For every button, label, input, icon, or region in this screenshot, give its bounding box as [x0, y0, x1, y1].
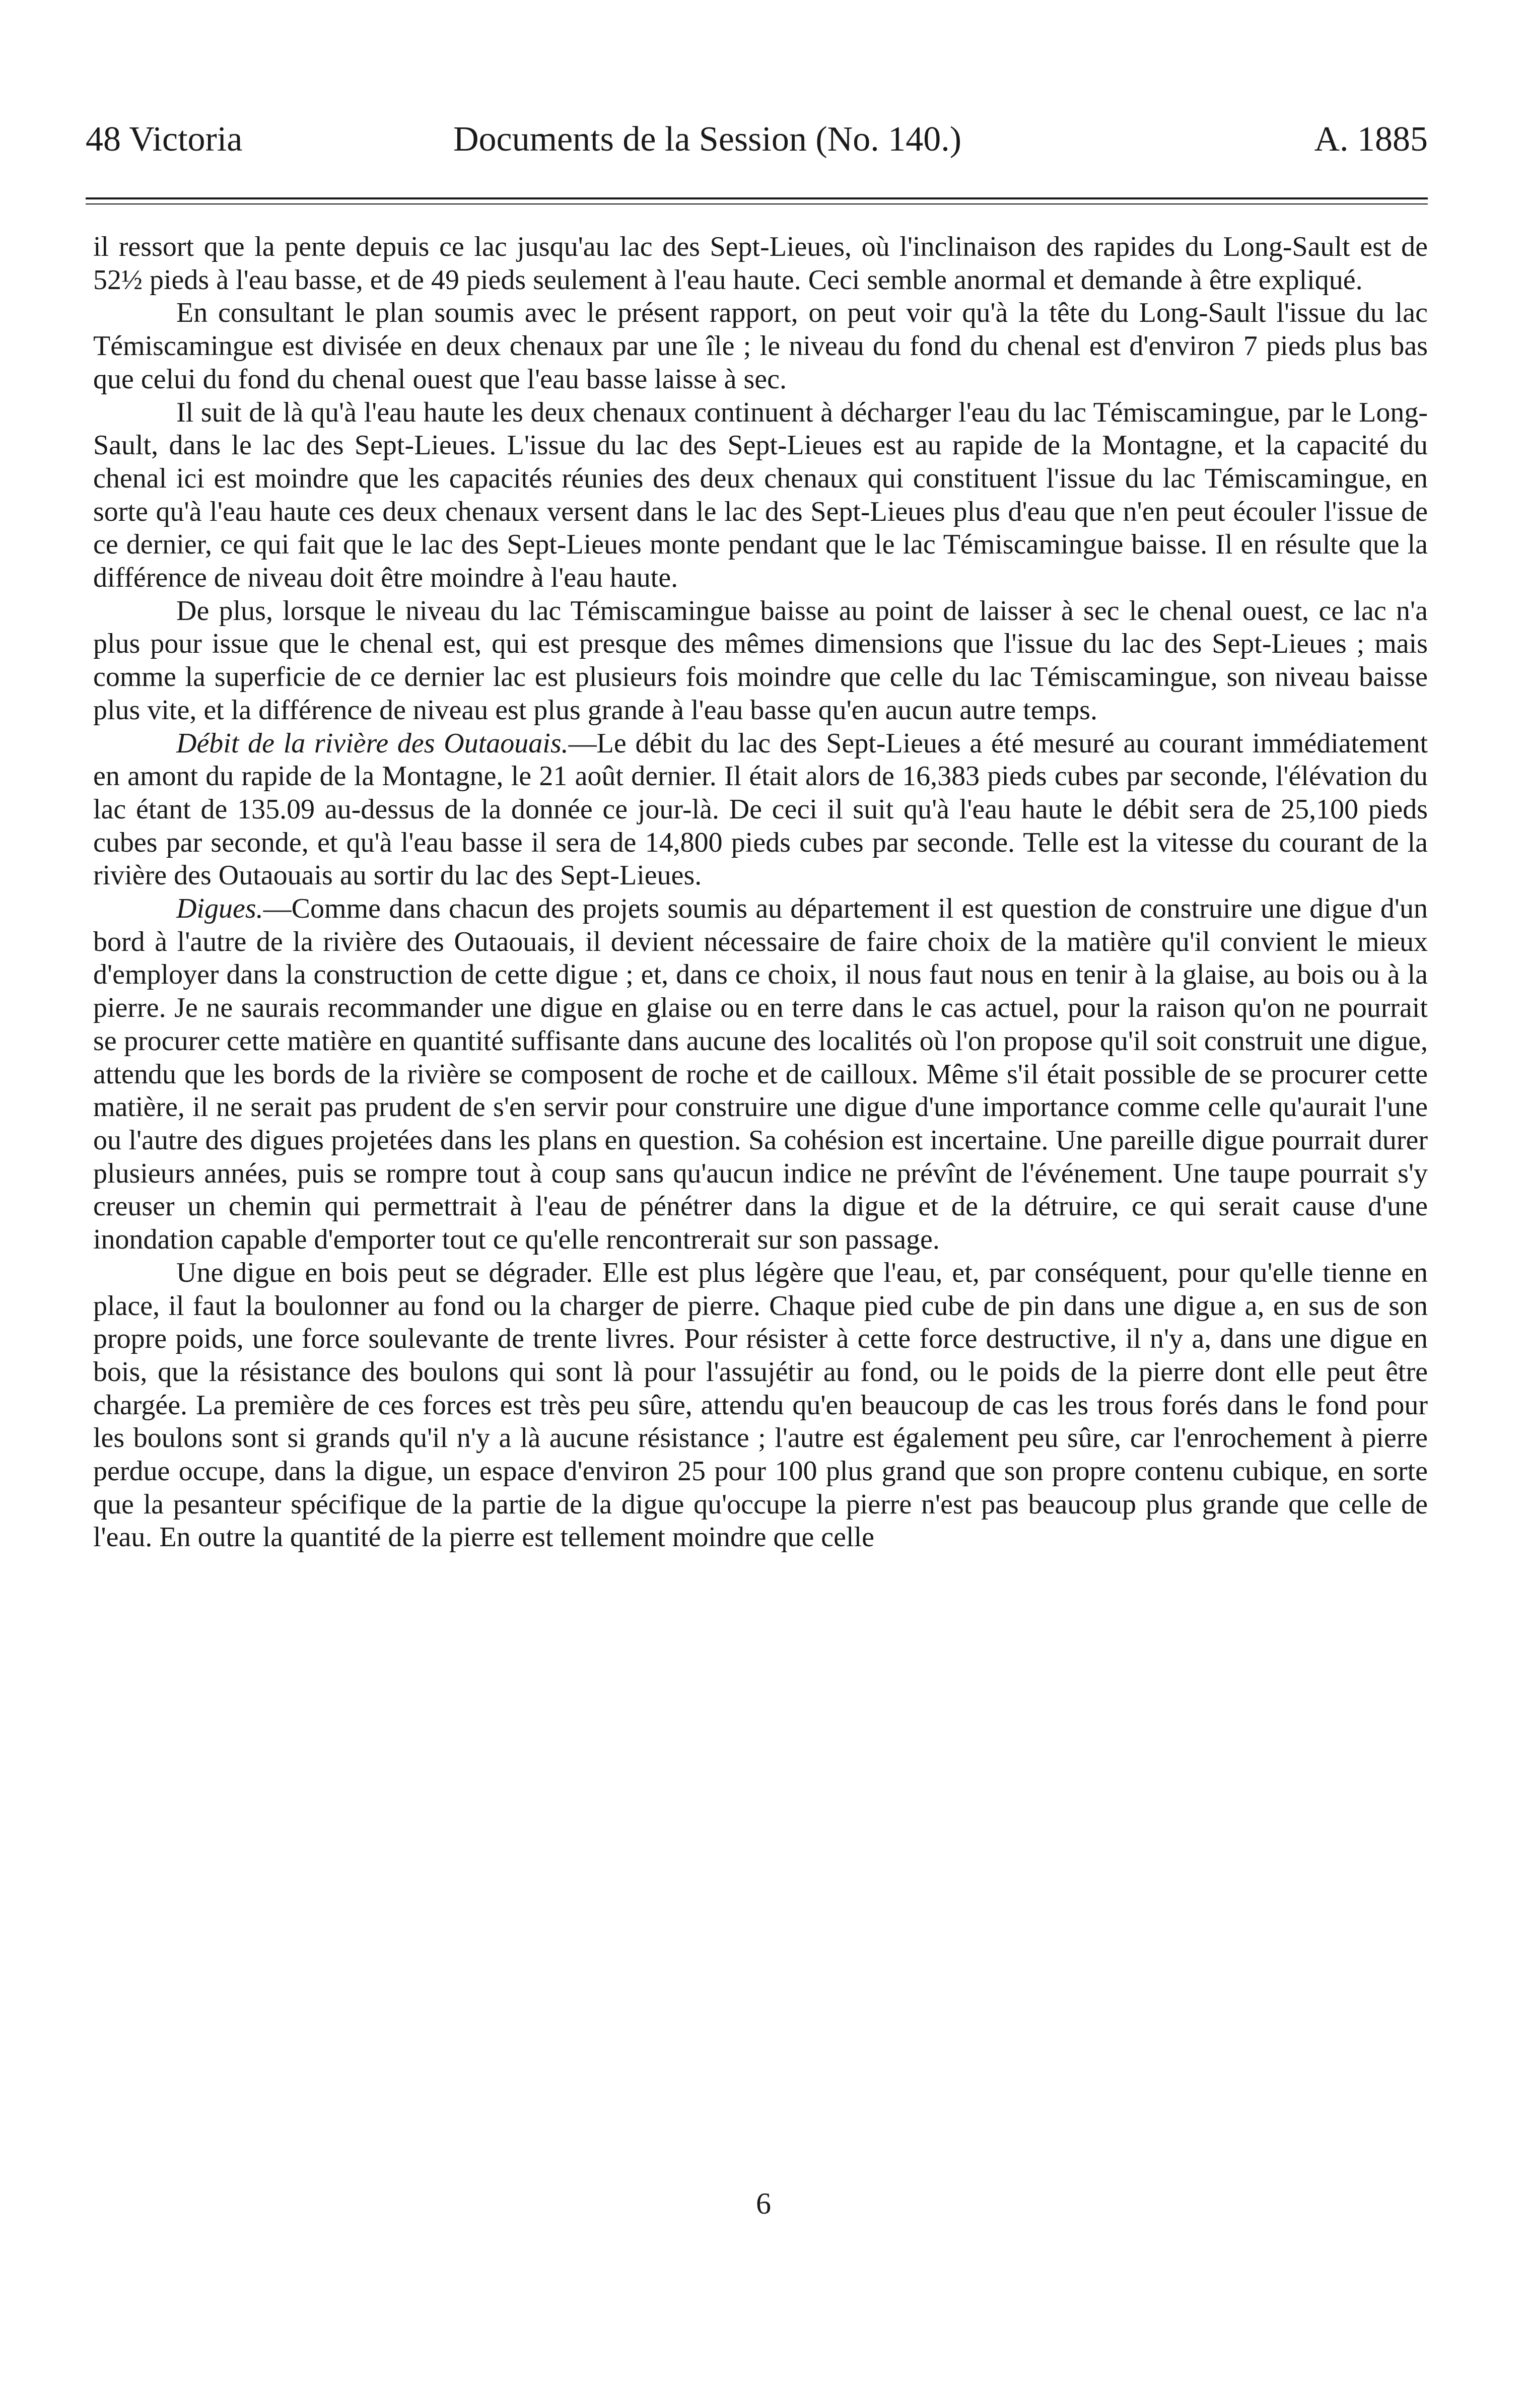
paragraph: De plus, lorsque le niveau du lac Témiscamingue baisse au point de laisser à sec le chenal ouest, ce lac n'a plus pour issue que le chenal est, qui est presque des mêmes dimensions que l'issue du lac des Sept-Lieues ; mais comme la superficie de ce dernier lac est plusieurs fois moindre que celle du lac Témiscamingue, son niveau baisse plus vite, et la différence de niveau est plus grande à l'eau basse qu'en aucun autre temps. — [93, 595, 1428, 726]
header-volume: 48 Victoria — [86, 120, 243, 159]
body-text — [93, 231, 1428, 1554]
section-heading: Digues. — [176, 893, 263, 925]
section-heading: Débit de la rivière des Outaouais. — [176, 727, 569, 759]
header-title: Documents de la Session (No. 140.) — [453, 120, 962, 159]
header-rule-thin — [86, 203, 1428, 204]
header-year: A. 1885 — [1314, 120, 1428, 159]
paragraph: Il suit de là qu'à l'eau haute les deux chenaux continuent à décharger l'eau du lac Témiscamingue, par le Long-Sault, dans le lac des Sept-Lieues. L'issue du lac des Sept-Lieues est au rapide de la Montagne, et la capacité du chenal ici est moindre que les capacités réunies des deux chenaux qui constituent l'issue du lac Témiscamingue, en sorte qu'à l'eau haute ces deux chenaux versent dans le lac des Sept-Lieues plus d'eau que n'en peut écouler l'issue de ce dernier, ce qui fait que le lac des Sept-Lieues monte pendant que le lac Témiscamingue baisse. Il en résulte que la différence de niveau doit être moindre à l'eau haute. — [93, 396, 1428, 594]
paragraph: En consultant le plan soumis avec le présent rapport, on peut voir qu'à la tête du Long-Sault l'issue du lac Témiscamingue est divisée en deux chenaux par une île ; le niveau du fond du chenal est d'environ 7 pieds plus bas que celui du fond du chenal ouest que l'eau basse laisse à sec. — [93, 297, 1428, 395]
paragraph: Débit de la rivière des Outaouais.—Le débit du lac des Sept-Lieues a été mesuré au courant immédiatement en amont du rapide de la Montagne, le 21 août dernier. Il était alors de 16,383 pieds cubes par seconde, l'élévation du lac étant de 135.09 au-dessus de la donnée ce jour-là. De ceci il suit qu'à l'eau haute le débit sera de 25,100 pieds cubes par seconde, et qu'à l'eau basse il sera de 14,800 pieds cubes par seconde. Telle est la vitesse du courant de la rivière des Outaouais au sortir du lac des Sept-Lieues. — [93, 727, 1428, 891]
header-rule-thick — [86, 197, 1428, 199]
page-header — [86, 117, 1428, 162]
page-number: 6 — [756, 2187, 771, 2220]
paragraph: Digues.—Comme dans chacun des projets soumis au département il est question de construire une digue d'un bord à l'autre de la rivière des Outaouais, il devient nécessaire de faire choix de la matière qu'il convient le mieux d'employer dans la construction de cette digue ; et, dans ce choix, il nous faut nous en tenir à la glaise, au bois ou à la pierre. Je ne saurais recommander une digue en glaise ou en terre dans le cas actuel, pour la raison qu'on ne pourrait se procurer cette matière en quantité suffisante dans aucune des localités où l'on propose qu'il soit construit une digue, attendu que les bords de la rivière se composent de roche et de cailloux. Même s'il était possible de se procurer cette matière, il ne serait pas prudent de s'en servir pour construire une digue d'une importance comme celle qu'aurait l'une ou l'autre des digues projetées dans les plans en question. Sa cohésion est incertaine. Une pareille digue pourrait durer plusieurs années, puis se rompre tout à coup sans qu'aucun indice ne prévînt de l'événement. Une taupe pourrait s'y creuser un chemin qui permettrait à l'eau de pénétrer dans la digue et de la détruire, ce qui serait cause d'une inondation capable d'emporter tout ce qu'elle rencontrerait sur son passage. — [93, 893, 1428, 1256]
paragraph: il ressort que la pente depuis ce lac jusqu'au lac des Sept-Lieues, où l'inclinaison des rapides du Long-Sault est de 52½ pieds à l'eau basse, et de 49 pieds seulement à l'eau haute. Ceci semble anormal et demande à être expliqué. — [93, 231, 1428, 296]
paragraph: Une digue en bois peut se dégrader. Elle est plus légère que l'eau, et, par conséquent, pour qu'elle tienne en place, il faut la boulonner au fond ou la charger de pierre. Chaque pied cube de pin dans une digue a, en sus de son propre poids, une force soulevante de trente livres. Pour résister à cette force destructive, il n'y a, dans une digue en bois, que la résistance des boulons qui sont là pour l'assujétir au fond, ou le poids de la pierre dont elle peut être chargée. La première de ces forces est très peu sûre, attendu qu'en beaucoup de cas les trous forés dans le fond pour les boulons sont si grands qu'il n'y a là aucune résistance ; l'autre est également peu sûre, car l'enrochement à pierre perdue occupe, dans la digue, un espace d'environ 25 pour 100 plus grand que son propre contenu cubique, en sorte que la pesanteur spécifique de la partie de la digue qu'occupe la pierre n'est pas beaucoup plus grande que celle de l'eau. En outre la quantité de la pierre est tellement moindre que celle — [93, 1257, 1428, 1553]
